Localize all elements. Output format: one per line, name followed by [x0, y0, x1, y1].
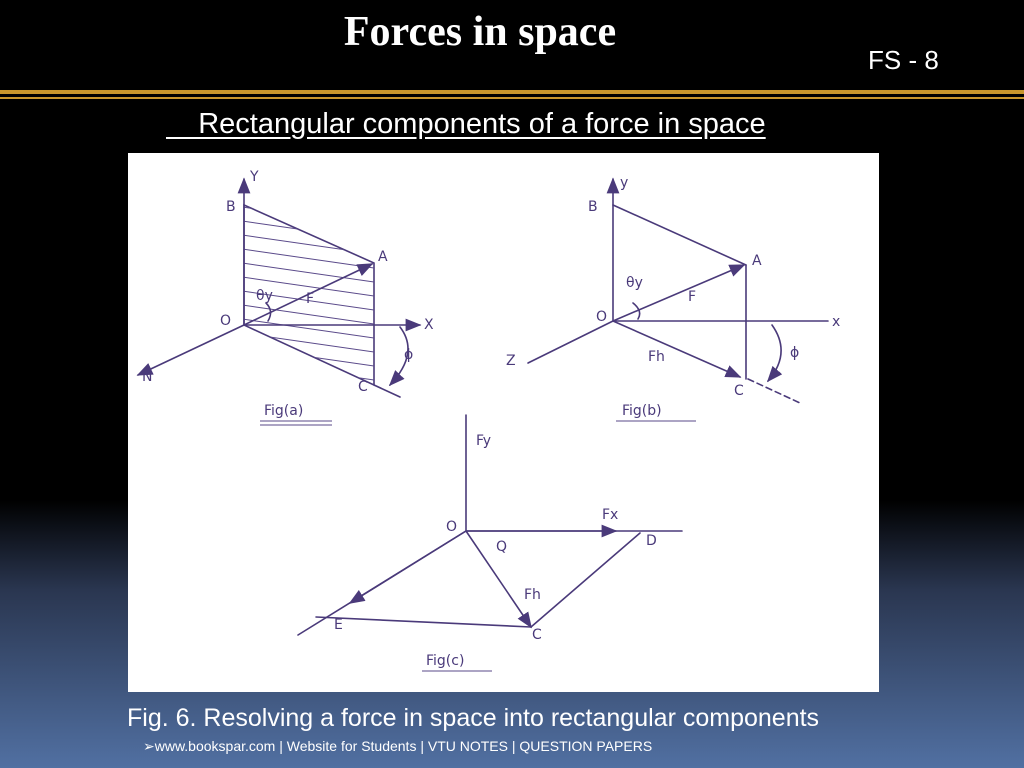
fig-c-label-o: O	[446, 519, 458, 535]
fig-b-label-f: F	[688, 289, 697, 305]
fig-a-label-y: Y	[250, 169, 259, 185]
fig-b-label-y: y	[620, 175, 629, 191]
fig-a-z-axis	[138, 325, 244, 375]
fig-a-label-a: A	[378, 249, 388, 265]
force-diagram-figure	[128, 153, 879, 692]
fig-c-drawing	[298, 415, 682, 671]
fig-b-label-b: B	[588, 199, 598, 215]
fig-b-fh-vector	[613, 321, 740, 377]
fig-b-label-theta: θy	[626, 275, 643, 291]
fig-b-label-c: C	[734, 383, 744, 399]
fig-b-caption: Fig(b)	[622, 403, 662, 419]
footer-credit: ➢www.bookspar.com | Website for Students | VTU NOTES | QUESTION PAPERS	[143, 738, 653, 754]
fig-b-label-fh: Fh	[648, 349, 665, 365]
fig-b-force-vector	[613, 265, 744, 321]
force-diagram-svg	[128, 153, 879, 692]
fig-b-label-z: Z	[506, 353, 516, 369]
fig-b-label-o: O	[596, 309, 608, 325]
fig-c-line-dc	[531, 533, 640, 627]
slide-subtitle: Rectangular components of a force in space	[166, 108, 766, 140]
fig-a-theta-arc	[266, 303, 271, 321]
fig-a-label-c: C	[358, 379, 368, 395]
fig-b-phi-arc	[768, 325, 781, 381]
fig-a-label-f: F	[306, 291, 315, 307]
fig-c-label-e: E	[334, 617, 343, 633]
fig-c-label-fy: Fy	[476, 433, 492, 449]
fig-c-label-d: D	[646, 533, 657, 549]
fig-a-extension	[374, 385, 400, 397]
fig-b-z-axis	[528, 321, 613, 363]
fig-c-label-c: C	[532, 627, 542, 643]
fig-a-label-phi: ϕ	[404, 347, 414, 363]
fig-c-label-q: Q	[496, 539, 508, 555]
fig-c-label-fx: Fx	[602, 507, 619, 523]
fig-b-line-ba	[613, 205, 746, 265]
fig-c-line-ec	[316, 617, 531, 627]
fig-b-label-x: x	[832, 314, 841, 330]
fig-c-label-fh: Fh	[524, 587, 541, 603]
header-divider-thick	[0, 90, 1024, 94]
fig-c-oe-arrow	[350, 531, 466, 603]
fig-a-label-x: X	[424, 317, 434, 333]
slide-title: Forces in space	[343, 9, 617, 55]
fig-b-label-a: A	[752, 253, 762, 269]
fig-b-label-phi: ϕ	[790, 345, 800, 361]
fig-b-extension	[748, 379, 800, 403]
fig-c-caption: Fig(c)	[426, 653, 465, 669]
fig-a-drawing	[138, 169, 434, 425]
fig-a-caption: Fig(a)	[264, 403, 304, 419]
header-divider-thin	[0, 97, 1024, 99]
fig-a-label-z: N	[142, 369, 153, 385]
figure-caption: Fig. 6. Resolving a force in space into rectangular components	[127, 704, 820, 732]
slide-number: FS - 8	[868, 45, 939, 75]
fig-a-label-o: O	[220, 313, 232, 329]
fig-a-label-theta: θy	[256, 288, 273, 304]
fig-a-label-b: B	[226, 199, 236, 215]
fig-b-drawing	[506, 175, 840, 421]
